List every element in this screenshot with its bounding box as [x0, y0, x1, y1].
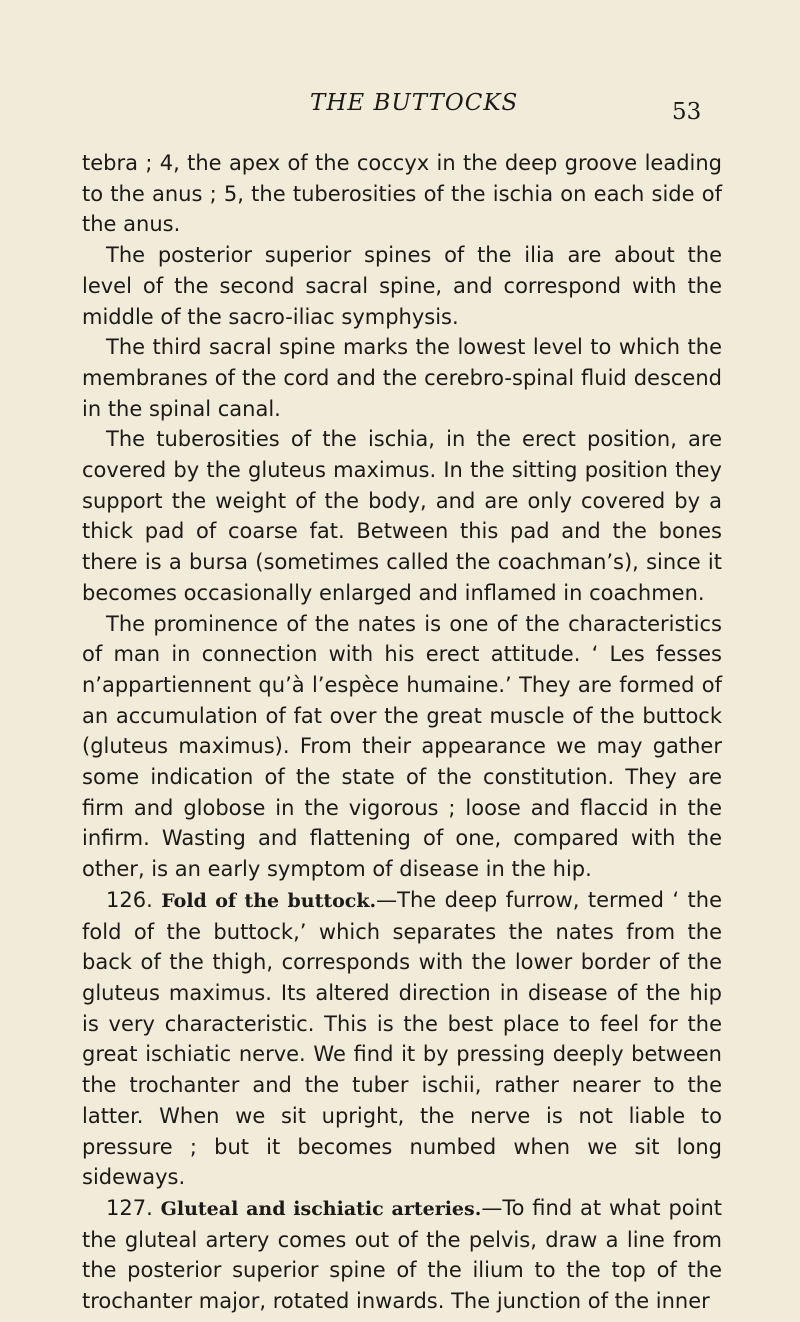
paragraph-continued: tebra ; 4, the apex of the coccyx in the deep groove leading to the anus ; 5, the tuberosities of the ischia on each side of the anus. [82, 151, 722, 237]
section-127-heading: Gluteal and ischiatic arteries. [160, 1197, 482, 1220]
section-126-text: —The deep furrow, termed ‘ the fold of the buttock,’ which separates the nates from the back of the thigh, corresponds with the lower border of the gluteus maximus. Its altered direction in disease of the hip is very characteristic. This is the best place to feel for the great ischiatic nerve. We find it by pressing deeply between the trochanter and the tuber ischii, rather nearer to the latter. When we sit upright, the nerve is not liable to pressure ; but it becomes numbed when we sit long sideways. [82, 887, 722, 1190]
running-title: THE BUTTOCKS [310, 90, 519, 116]
paragraph-tuberosities: The tuberosities of the ischia, in the erect position, are covered by the gluteus maximus. In the sitting position they support the weight of the body, and are only covered by a thick pad of coarse fat. Between this pad and the bones there is a bursa (sometimes called the coachman’s), since it becomes occasionally enlarged and inflamed in coachmen. [82, 427, 722, 605]
section-126-paragraph [82, 885, 722, 1193]
page-number: 53 [672, 99, 702, 125]
paragraph-third-sacral-spine: The third sacral spine marks the lowest level to which the membranes of the cord and the cerebro-spinal fluid descend in the spinal canal. [82, 335, 722, 421]
section-126-heading: Fold of the buttock. [161, 889, 377, 912]
paragraph-prominence-of-nates: The prominence of the nates is one of the characteristics of man in connection with his erect attitude. ‘ Les fesses n’appartiennent qu’à l’espèce humaine.’ They are formed of an accumulation of fat over the great muscle of the buttock (gluteus maximus). From their appearance we may gather some indication of the state of the constitution. They are firm and globose in the vigorous ; loose and flaccid in the infirm. Wasting and flattening of one, compared with the other, is an early symptom of disease in the hip. [82, 611, 722, 882]
paragraph-posterior-spines: The posterior superior spines of the ilia are about the level of the second sacral spine, and correspond with the middle of the sacro-iliac symphysis. [82, 243, 722, 329]
section-126-number: 126. [106, 887, 153, 912]
section-127-paragraph [82, 1193, 722, 1317]
body-text [82, 148, 722, 1317]
section-127-number: 127. [106, 1195, 153, 1220]
running-head [0, 90, 800, 130]
section-127-text: —To find at what point the gluteal artery comes out of the pelvis, draw a line from the posterior superior spine of the ilium to the top of the trochanter major, rotated inwards. The junction of the inner [82, 1195, 723, 1314]
